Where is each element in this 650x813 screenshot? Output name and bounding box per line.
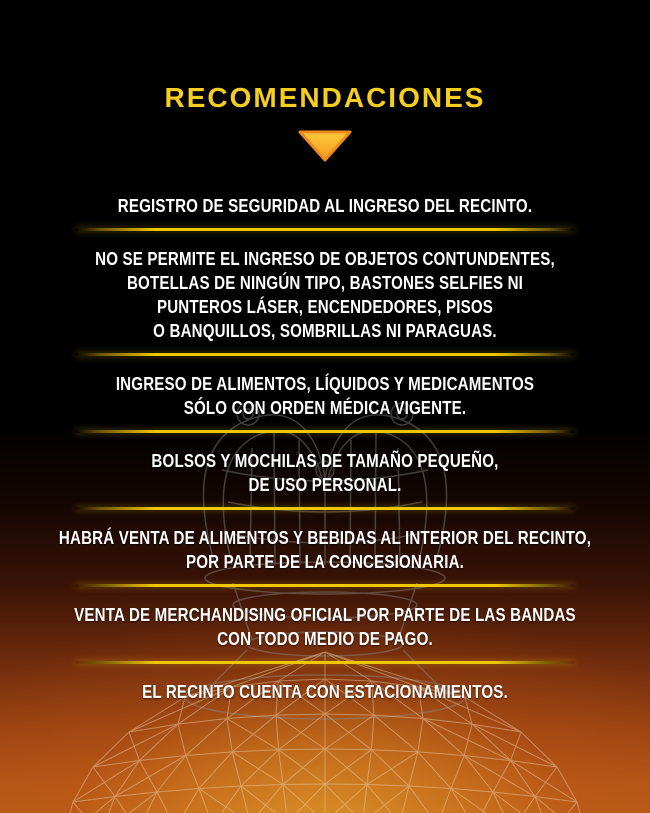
- recommendation-line: POR PARTE DE LA CONCESIONARIA.: [185, 552, 465, 572]
- yellow-divider: [75, 661, 575, 664]
- recommendations-list: [0, 194, 650, 704]
- recommendation-block: [0, 247, 650, 343]
- recommendation-block: [0, 372, 650, 420]
- recommendation-line: SÓLO CON ORDEN MÉDICA VIGENTE.: [183, 398, 467, 418]
- yellow-divider: [75, 228, 575, 231]
- recommendation-block: [0, 194, 650, 218]
- recommendation-line: BOTELLAS DE NINGÚN TIPO, BASTONES SELFIES NI: [126, 273, 524, 293]
- recommendation-line: EL RECINTO CUENTA CON ESTACIONAMIENTOS.: [142, 682, 508, 702]
- down-triangle-icon: [297, 129, 353, 163]
- recommendation-block: [0, 449, 650, 497]
- recommendation-line: O BANQUILLOS, SOMBRILLAS NI PARAGUAS.: [153, 321, 497, 341]
- recommendation-line: REGISTRO DE SEGURIDAD AL INGRESO DEL RECINTO.: [117, 196, 533, 216]
- recommendation-line: BOLSOS Y MOCHILAS DE TAMAÑO PEQUEÑO,: [151, 451, 499, 471]
- recommendation-line: CON TODO MEDIO DE PAGO.: [217, 629, 433, 649]
- yellow-divider: [75, 507, 575, 510]
- yellow-divider: [75, 430, 575, 433]
- recommendation-block: [0, 603, 650, 651]
- recommendation-line: HABRÁ VENTA DE ALIMENTOS Y BEBIDAS AL INTERIOR DEL RECINTO,: [58, 528, 592, 548]
- recommendation-block: [0, 526, 650, 574]
- yellow-divider: [75, 353, 575, 356]
- page-title: RECOMENDACIONES: [164, 82, 486, 113]
- recommendation-line: DE USO PERSONAL.: [248, 475, 402, 495]
- recommendation-line: NO SE PERMITE EL INGRESO DE OBJETOS CONTUNDENTES,: [95, 249, 555, 269]
- recommendation-line: INGRESO DE ALIMENTOS, LÍQUIDOS Y MEDICAMENTOS: [115, 374, 535, 394]
- yellow-divider: [75, 584, 575, 587]
- recommendation-block: [0, 680, 650, 704]
- recommendation-line: VENTA DE MERCHANDISING OFICIAL POR PARTE DE LAS BANDAS: [74, 605, 576, 625]
- recommendation-line: PUNTEROS LÁSER, ENCENDEDORES, PISOS: [156, 297, 494, 317]
